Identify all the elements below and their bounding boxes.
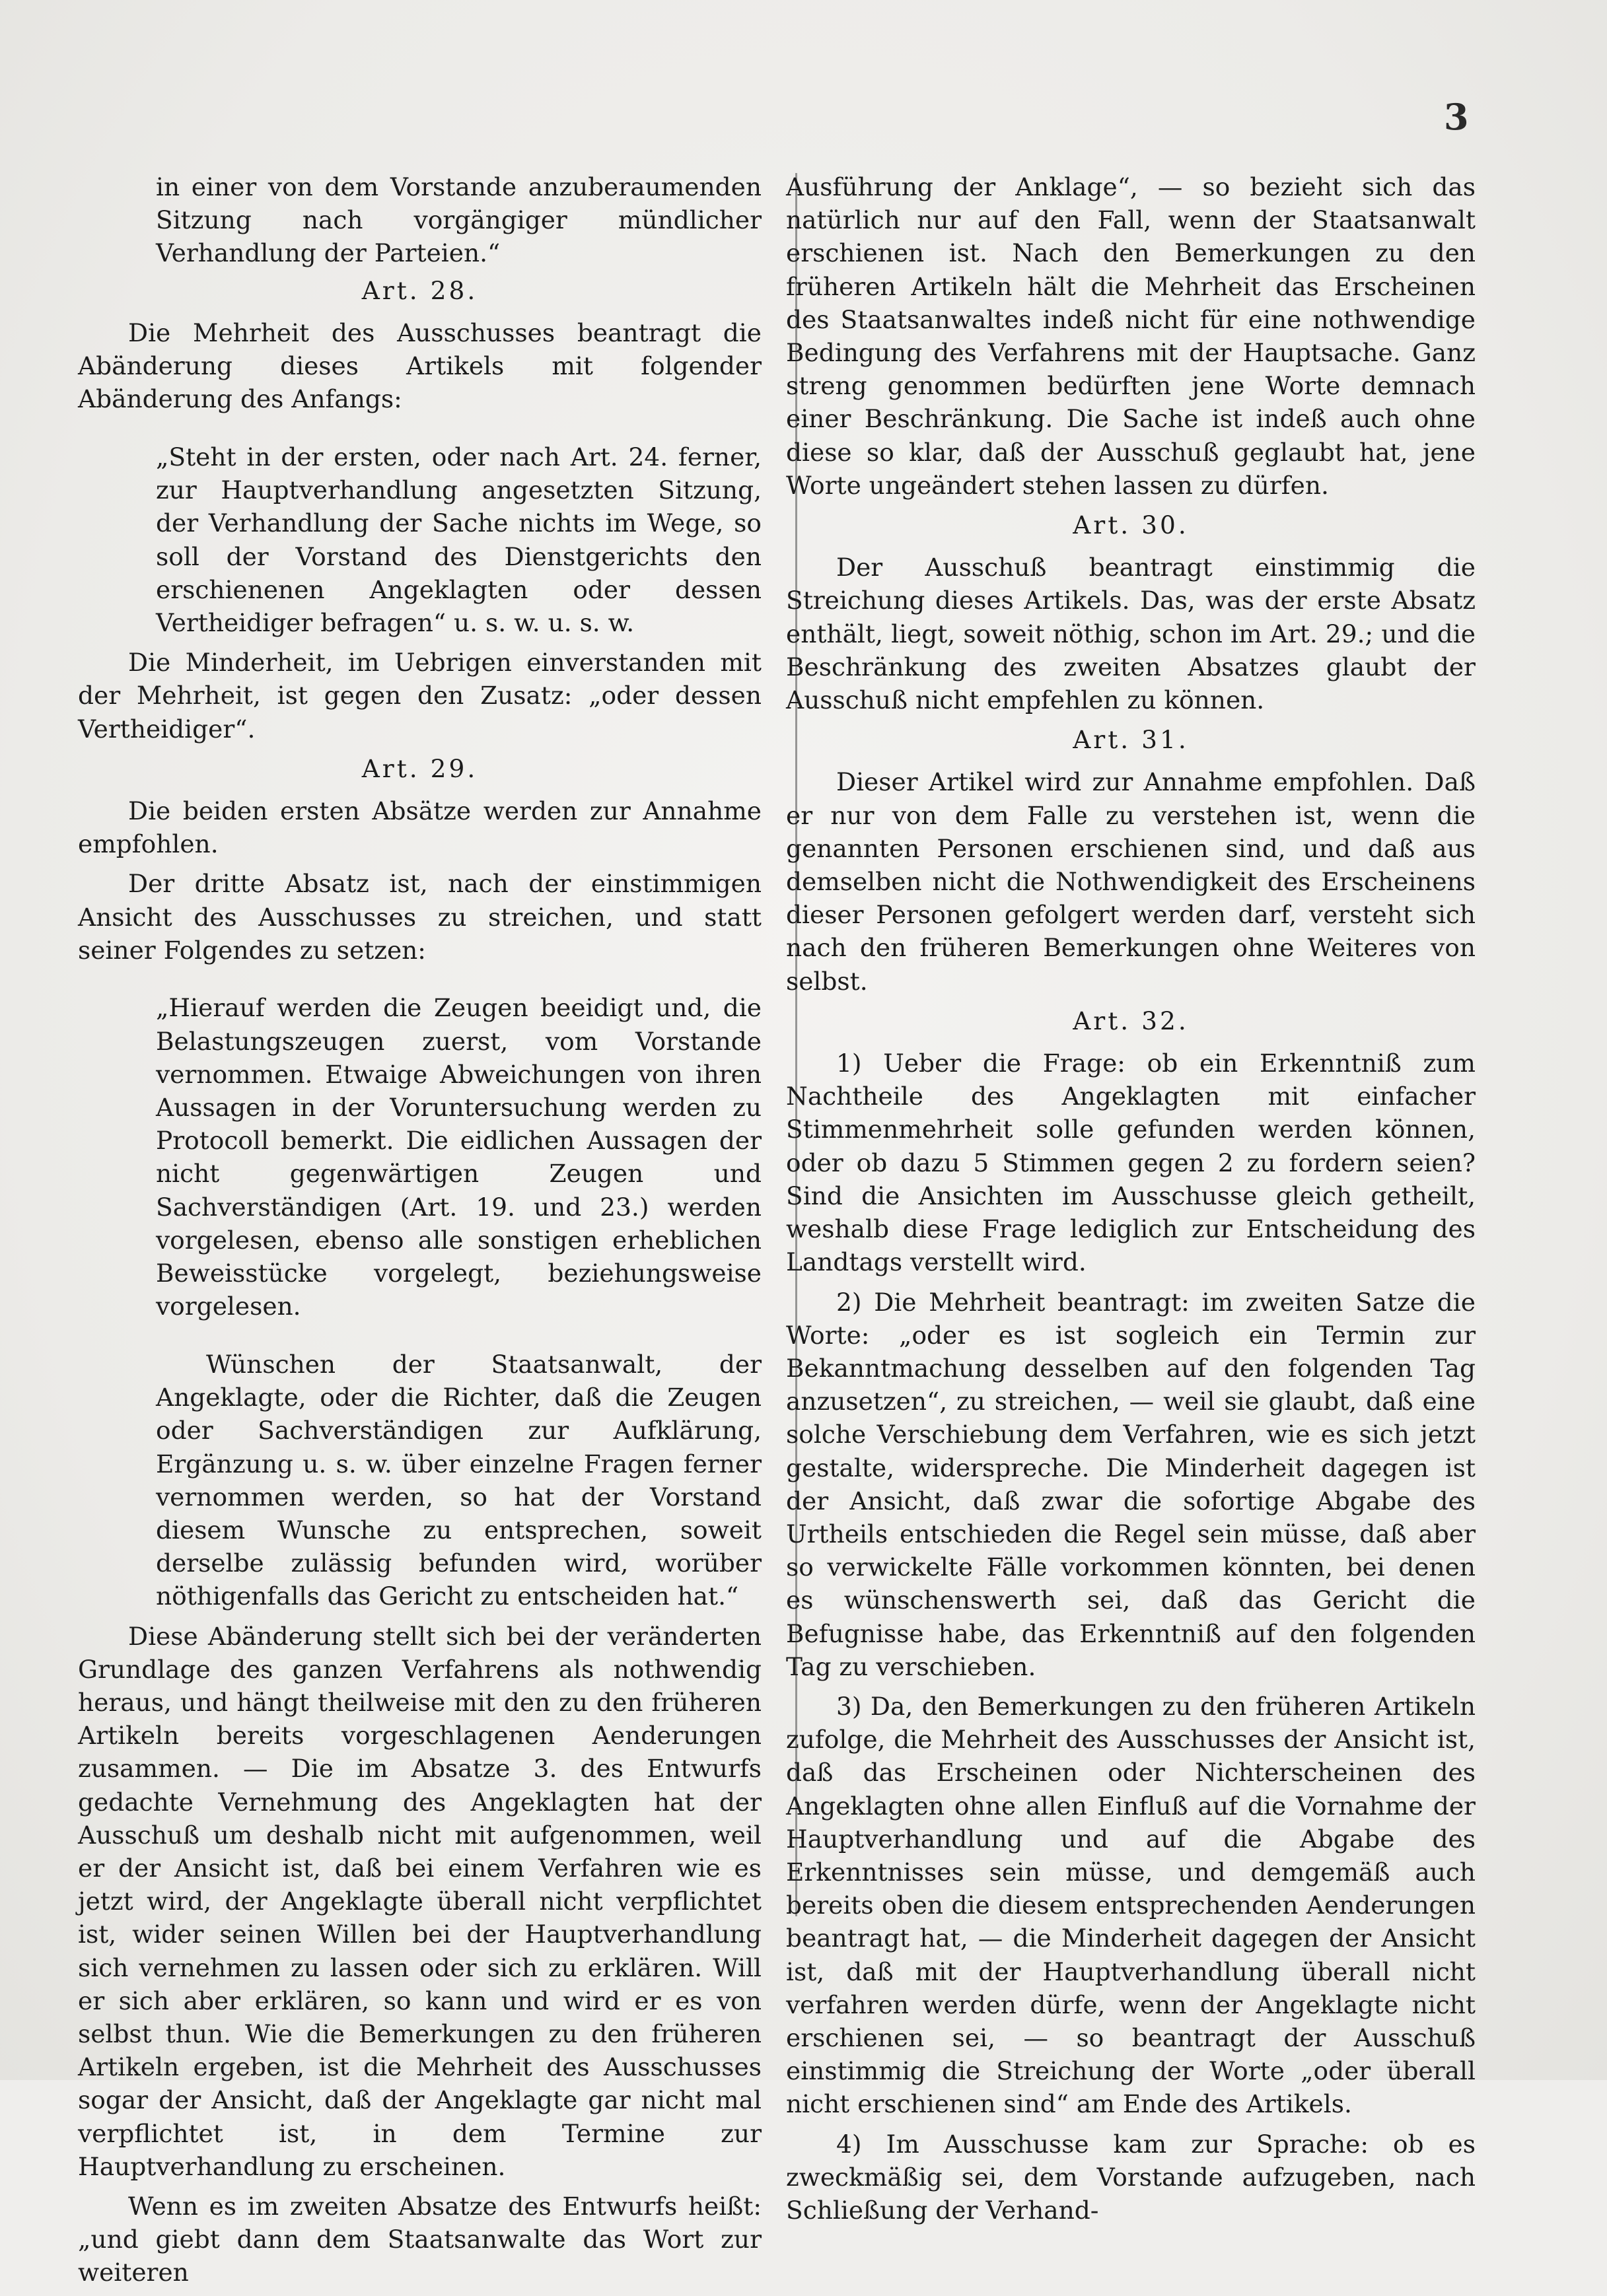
paragraph-art32-3: 3) Da, den Bemerkungen zu den früheren Artikeln zufolge, die Mehrheit des Ausschusses der Ansicht ist, daß das Erscheinen oder Nichterscheinen des Angeklagten ohne allen Einfluß auf die Vornahme der Hauptverhandlung und auf die Abgabe des Erkenntnisses sein müsse, und demgemäß auch bereits oben die diesem entsprechenden Aenderungen beantragt hat, — die Minderheit dagegen der Ansicht ist, daß mit der Hauptverhandlung überall nicht verfahren werden dürfe, wenn der Angeklagte nicht erschienen sei, — so beantragt der Ausschuß einstimmig die Streichung der Worte „oder überall nicht erschienen sind“ am Ende des Artikels.	[786, 1691, 1476, 2119]
article-heading-30: Art. 30.	[1073, 510, 1189, 540]
quote-art28: „Steht in der ersten, oder nach Art. 24. ferner, zur Hauptverhandlung angesetzten Sitzung, der Verhandlung der Sache nichts im Wege, so soll der Vorstand des Dienstgerichts den erschienenen Angeklagten oder dessen Vertheidiger befragen“ u. s. w. u. s. w.	[156, 442, 762, 637]
quote-art29-b: Wünschen der Staatsanwalt, der Angeklagte, oder die Richter, daß die Zeugen oder Sachverständigen zur Aufklärung, Ergänzung u. s. w. über einzelne Fragen ferner vernommen werden, so hat der Vorstand diesem Wunsche zu entsprechen, soweit derselbe zulässig befunden wird, worüber nöthigenfalls das Gericht zu entscheiden hat.“	[156, 1350, 762, 1611]
paragraph-art32-2: 2) Die Mehrheit beantragt: im zweiten Satze die Worte: „oder es ist sogleich ein Termin zur Bekanntmachung desselben auf den folgenden Tag anzusetzen“, zu streichen, — weil sie glaubt, daß eine solche Verschiebung dem Verfahren, wie es sich jetzt gestalte, widerspreche. Die Minderheit dagegen ist der Ansicht, daß zwar die sofortige Abgabe des Urtheils entschieden die Regel sein müsse, daß aber so verwickelte Fälle vorkommen könnten, bei denen es wünschenswerth sei, daß das Gericht die Befugnisse habe, das Erkenntniß auf den folgenden Tag zu verschieben.	[786, 1287, 1476, 1681]
paragraph-art28-minority: Die Minderheit, im Uebrigen einverstanden mit der Mehrheit, ist gegen den Zusatz: „oder dessen Vertheidiger“.	[78, 648, 762, 744]
paragraph-continuation: in einer von dem Vorstande anzuberaumenden Sitzung nach vorgängiger mündlicher Verhandlung der Parteien.“	[156, 172, 762, 268]
right-column	[786, 170, 1476, 2233]
paragraph-art29-second: Wenn es im zweiten Absatze des Entwurfs heißt: „und giebt dann dem Staatsanwalte das Wort zur weiteren	[78, 2192, 762, 2287]
paragraph-art29-first: Die beiden ersten Absätze werden zur Annahme empfohlen.	[78, 796, 762, 859]
paragraph-art29-continuation: Ausführung der Anklage“, — so bezieht sich das natürlich nur auf den Fall, wenn der Staatsanwalt erschienen ist. Nach den Bemerkungen zu den früheren Artikeln hält die Mehrheit das Erscheinen des Staatsanwaltes indeß nicht für eine nothwendige Bedingung des Verfahrens mit der Hauptsache. Ganz streng genommen bedürften jene Worte demnach einer Beschränkung. Die Sache ist indeß auch ohne diese so klar, daß der Ausschuß geglaubt hat, jene Worte ungeändert stehen lassen zu dürfen.	[786, 172, 1476, 500]
paragraph-art31: Dieser Artikel wird zur Annahme empfohlen. Daß er nur von dem Falle zu verstehen ist, wenn die genannten Personen erschienen sind, und daß aus demselben nicht die Nothwendigkeit des Erscheinens dieser Personen gefolgert werden darf, versteht sich nach den früheren Bemerkungen ohne Weiteres von selbst.	[786, 767, 1476, 996]
paragraph-art29-reason: Diese Abänderung stellt sich bei der veränderten Grundlage des ganzen Verfahrens als nothwendig heraus, und hängt theilweise mit den zu den früheren Artikeln bereits vorgeschlagenen Aenderungen zusammen. — Die im Absatze 3. des Entwurfs gedachte Vernehmung des Angeklagten hat der Ausschuß um deshalb nicht mit aufgenommen, weil er der Ansicht ist, daß bei einem Verfahren wie es jetzt wird, der Angeklagte überall nicht verpflichtet ist, wider seinen Willen bei der Hauptverhandlung sich vernehmen zu lassen oder sich zu erklären. Will er sich aber erklären, so kann und wird er es von selbst thun. Wie die Bemerkungen zu den früheren Artikeln ergeben, ist die Mehrheit des Ausschusses sogar der Ansicht, daß der Angeklagte gar nicht mal verpflichtet ist, in dem Termine zur Hauptverhandlung zu erscheinen.	[78, 1621, 762, 2181]
article-heading-28: Art. 28.	[361, 275, 478, 305]
paragraph-art29-third: Der dritte Absatz ist, nach der einstimmigen Ansicht des Ausschusses zu streichen, und statt seiner Folgendes zu setzen:	[78, 869, 762, 965]
quote-art29-a: „Hierauf werden die Zeugen beeidigt und, die Belastungszeugen zuerst, vom Vorstande vernommen. Etwaige Abweichungen von ihren Aussagen in der Voruntersuchung werden zu Protocoll bemerkt. Die eidlichen Aussagen der nicht gegenwärtigen Zeugen und Sachverständigen (Art. 19. und 23.) werden vorgelesen, ebenso alle sonstigen erheblichen Beweisstücke vorgelegt, beziehungsweise vorgelesen.	[156, 993, 762, 1321]
article-heading-31: Art. 31.	[1073, 725, 1189, 755]
article-heading-32: Art. 32.	[1073, 1006, 1189, 1035]
page-number: 3	[1444, 96, 1469, 138]
paragraph-art28-intro: Die Mehrheit des Ausschusses beantragt die Abänderung dieses Artikels mit folgender Abänderung des Anfangs:	[78, 318, 762, 414]
paragraph-art30: Der Ausschuß beantragt einstimmig die Streichung dieses Artikels. Das, was der erste Absatz enthält, liegt, soweit nöthig, schon im Art. 29.; und die Beschränkung des zweiten Absatzes glaubt der Ausschuß nicht empfehlen zu können.	[786, 553, 1476, 715]
paragraph-art32-1: 1) Ueber die Frage: ob ein Erkenntniß zum Nachtheile des Angeklagten mit einfacher Stimmenmehrheit solle gefunden werden können, oder ob dazu 5 Stimmen gegen 2 zu fordern seien? Sind die Ansichten im Ausschusse gleich getheilt, weshalb diese Frage lediglich zur Entscheidung des Landtags verstellt wird.	[786, 1049, 1476, 1277]
paragraph-art32-4: 4) Im Ausschusse kam zur Sprache: ob es zweckmäßig sei, dem Vorstande aufzugeben, nach Schließung der Verhand-	[786, 2129, 1476, 2225]
article-heading-29: Art. 29.	[361, 753, 478, 783]
left-column	[78, 170, 762, 2296]
